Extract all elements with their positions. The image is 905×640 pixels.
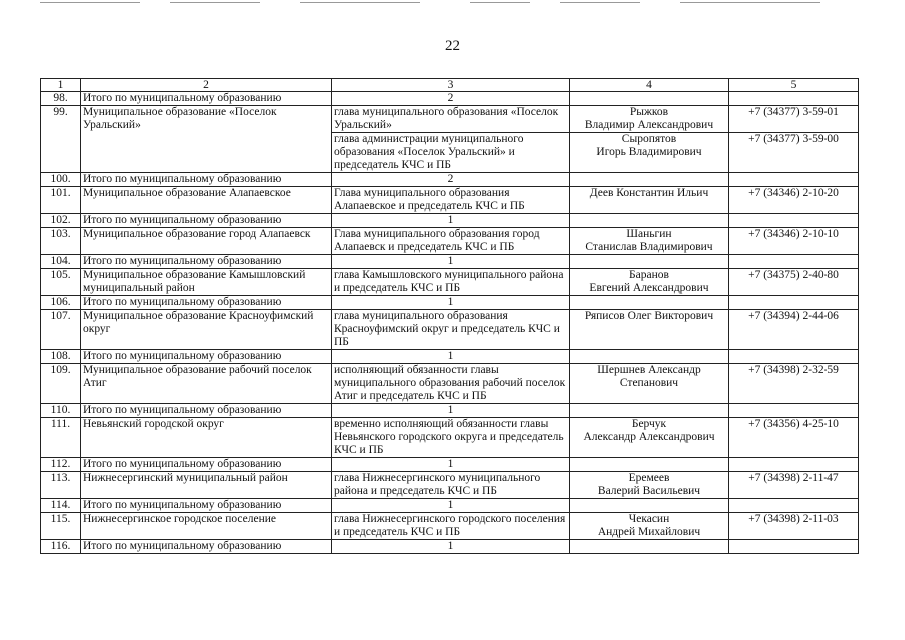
- table-row: [41, 269, 859, 296]
- table-header-row: [41, 79, 859, 92]
- row-number: 116.: [41, 540, 81, 554]
- header-col-1: 1: [41, 79, 81, 92]
- row-number: 100.: [41, 173, 81, 187]
- empty-cell: [570, 458, 729, 472]
- total-row: [41, 214, 859, 228]
- total-row: [41, 404, 859, 418]
- official-position: глава муниципального образования «Поселок Уральский»: [332, 106, 570, 133]
- municipality-name: Невьянский городской округ: [81, 418, 332, 458]
- table-row: [41, 106, 859, 133]
- empty-cell: [729, 255, 859, 269]
- row-number: 111.: [41, 418, 81, 458]
- total-label: Итого по муниципальному образованию: [81, 296, 332, 310]
- total-label: Итого по муниципальному образованию: [81, 214, 332, 228]
- header-col-3: 3: [332, 79, 570, 92]
- empty-cell: [729, 92, 859, 106]
- total-count: 1: [332, 499, 570, 513]
- official-position: глава муниципального образования Красноуфимский округ и председатель КЧС и ПБ: [332, 310, 570, 350]
- official-name: [570, 187, 729, 214]
- official-name-line: Андрей Михайлович: [597, 526, 701, 538]
- total-label: Итого по муниципальному образованию: [81, 255, 332, 269]
- total-count: 1: [332, 255, 570, 269]
- official-name: [570, 269, 729, 296]
- total-row: [41, 499, 859, 513]
- row-number: 99.: [41, 106, 81, 173]
- municipality-name: Нижнесергинский муниципальный район: [81, 472, 332, 499]
- official-name: [570, 310, 729, 350]
- table-row: [41, 187, 859, 214]
- phone-number: +7 (34398) 2-32-59: [729, 364, 859, 404]
- official-position: исполняющий обязанности главы муниципального образования рабочий поселок Атиг и председатель КЧС и ПБ: [332, 364, 570, 404]
- official-position: глава администрации муниципального образования «Поселок Уральский» и председатель КЧС и ПБ: [332, 133, 570, 173]
- row-number: 110.: [41, 404, 81, 418]
- total-row: [41, 296, 859, 310]
- total-label: Итого по муниципальному образованию: [81, 92, 332, 106]
- empty-cell: [570, 214, 729, 228]
- empty-cell: [729, 350, 859, 364]
- official-name: [570, 228, 729, 255]
- table-row: [41, 228, 859, 255]
- empty-cell: [729, 173, 859, 187]
- header-col-5: 5: [729, 79, 859, 92]
- table-row: [41, 418, 859, 458]
- official-name-line: Шаньгин: [626, 228, 672, 240]
- official-position: глава Нижнесергинского муниципального района и председатель КЧС и ПБ: [332, 472, 570, 499]
- official-position: глава Камышловского муниципального района и председатель КЧС и ПБ: [332, 269, 570, 296]
- total-row: [41, 173, 859, 187]
- empty-cell: [729, 214, 859, 228]
- municipality-name: Муниципальное образование Алапаевское: [81, 187, 332, 214]
- official-position: Глава муниципального образования Алапаевское и председатель КЧС и ПБ: [332, 187, 570, 214]
- total-count: 2: [332, 92, 570, 106]
- phone-number: +7 (34377) 3-59-01: [729, 106, 859, 133]
- empty-cell: [729, 296, 859, 310]
- row-number: 104.: [41, 255, 81, 269]
- official-name: [570, 133, 729, 173]
- official-name: [570, 106, 729, 133]
- total-label: Итого по муниципальному образованию: [81, 540, 332, 554]
- municipality-name: Нижнесергинское городское поселение: [81, 513, 332, 540]
- official-name-line: Евгений Александрович: [589, 282, 709, 294]
- total-row: [41, 458, 859, 472]
- phone-number: +7 (34375) 2-40-80: [729, 269, 859, 296]
- official-name-line: Баранов: [629, 269, 669, 281]
- municipality-name: Муниципальное образование Красноуфимский округ: [81, 310, 332, 350]
- empty-cell: [570, 173, 729, 187]
- official-position: глава Нижнесергинского городского поселения и председатель КЧС и ПБ: [332, 513, 570, 540]
- total-row: [41, 255, 859, 269]
- row-number: 108.: [41, 350, 81, 364]
- municipality-name: Муниципальное образование Камышловский муниципальный район: [81, 269, 332, 296]
- empty-cell: [729, 404, 859, 418]
- empty-cell: [570, 540, 729, 554]
- municipality-name: Муниципальное образование город Алапаевск: [81, 228, 332, 255]
- official-name-line: Чекасин: [628, 513, 670, 525]
- row-number: 101.: [41, 187, 81, 214]
- total-label: Итого по муниципальному образованию: [81, 458, 332, 472]
- total-label: Итого по муниципальному образованию: [81, 499, 332, 513]
- official-name-line: Ряписов Олег Викторович: [584, 310, 714, 322]
- phone-number: +7 (34398) 2-11-47: [729, 472, 859, 499]
- row-number: 103.: [41, 228, 81, 255]
- official-name-line: Деев Константин Ильич: [589, 187, 709, 199]
- official-name-line: Александр Александрович: [583, 431, 715, 443]
- row-number: 112.: [41, 458, 81, 472]
- row-number: 114.: [41, 499, 81, 513]
- official-name-line: Шершнев Александр: [597, 364, 701, 376]
- official-name: [570, 472, 729, 499]
- official-name-line: Берчук: [631, 418, 667, 430]
- page-number: 22: [445, 38, 460, 54]
- municipality-name: Муниципальное образование рабочий поселок Атиг: [81, 364, 332, 404]
- official-name: [570, 513, 729, 540]
- header-col-4: 4: [570, 79, 729, 92]
- official-name-line: Рыжков: [629, 106, 669, 118]
- row-number: 107.: [41, 310, 81, 350]
- empty-cell: [570, 92, 729, 106]
- officials-table: [40, 78, 859, 554]
- table-row: [41, 513, 859, 540]
- official-name-line: Сыропятов: [621, 133, 677, 145]
- header-col-2: 2: [81, 79, 332, 92]
- total-count: 2: [332, 173, 570, 187]
- total-count: 1: [332, 214, 570, 228]
- empty-cell: [570, 350, 729, 364]
- empty-cell: [570, 296, 729, 310]
- row-number: 109.: [41, 364, 81, 404]
- top-border-fragment: [0, 2, 905, 3]
- total-count: 1: [332, 404, 570, 418]
- official-position: временно исполняющий обязанности главы Невьянского городского округа и председатель КЧС и ПБ: [332, 418, 570, 458]
- total-row: [41, 350, 859, 364]
- row-number: 98.: [41, 92, 81, 106]
- empty-cell: [729, 540, 859, 554]
- total-count: 1: [332, 540, 570, 554]
- official-name: [570, 418, 729, 458]
- table-row: [41, 472, 859, 499]
- total-count: 1: [332, 458, 570, 472]
- table-row: [41, 310, 859, 350]
- empty-cell: [729, 499, 859, 513]
- phone-number: +7 (34356) 4-25-10: [729, 418, 859, 458]
- row-number: 106.: [41, 296, 81, 310]
- table-row: [41, 364, 859, 404]
- total-row: [41, 540, 859, 554]
- total-label: Итого по муниципальному образованию: [81, 173, 332, 187]
- total-row: [41, 92, 859, 106]
- municipality-name: Муниципальное образование «Поселок Уральский»: [81, 106, 332, 173]
- official-position: Глава муниципального образования город Алапаевск и председатель КЧС и ПБ: [332, 228, 570, 255]
- phone-number: +7 (34394) 2-44-06: [729, 310, 859, 350]
- row-number: 115.: [41, 513, 81, 540]
- empty-cell: [570, 404, 729, 418]
- phone-number: +7 (34398) 2-11-03: [729, 513, 859, 540]
- total-label: Итого по муниципальному образованию: [81, 404, 332, 418]
- row-number: 105.: [41, 269, 81, 296]
- empty-cell: [729, 458, 859, 472]
- total-count: 1: [332, 296, 570, 310]
- empty-cell: [570, 499, 729, 513]
- official-name-line: Валерий Васильевич: [597, 485, 701, 497]
- total-count: 1: [332, 350, 570, 364]
- total-label: Итого по муниципальному образованию: [81, 350, 332, 364]
- official-name-line: Еремеев: [628, 472, 670, 484]
- phone-number: +7 (34346) 2-10-20: [729, 187, 859, 214]
- official-name-line: Игорь Владимирович: [596, 146, 702, 158]
- phone-number: +7 (34346) 2-10-10: [729, 228, 859, 255]
- row-number: 113.: [41, 472, 81, 499]
- official-name-line: Владимир Александрович: [584, 119, 714, 131]
- phone-number: +7 (34377) 3-59-00: [729, 133, 859, 173]
- official-name-line: Станислав Владимирович: [585, 241, 713, 253]
- row-number: 102.: [41, 214, 81, 228]
- official-name: [570, 364, 729, 404]
- official-name-line: Степанович: [619, 377, 679, 389]
- empty-cell: [570, 255, 729, 269]
